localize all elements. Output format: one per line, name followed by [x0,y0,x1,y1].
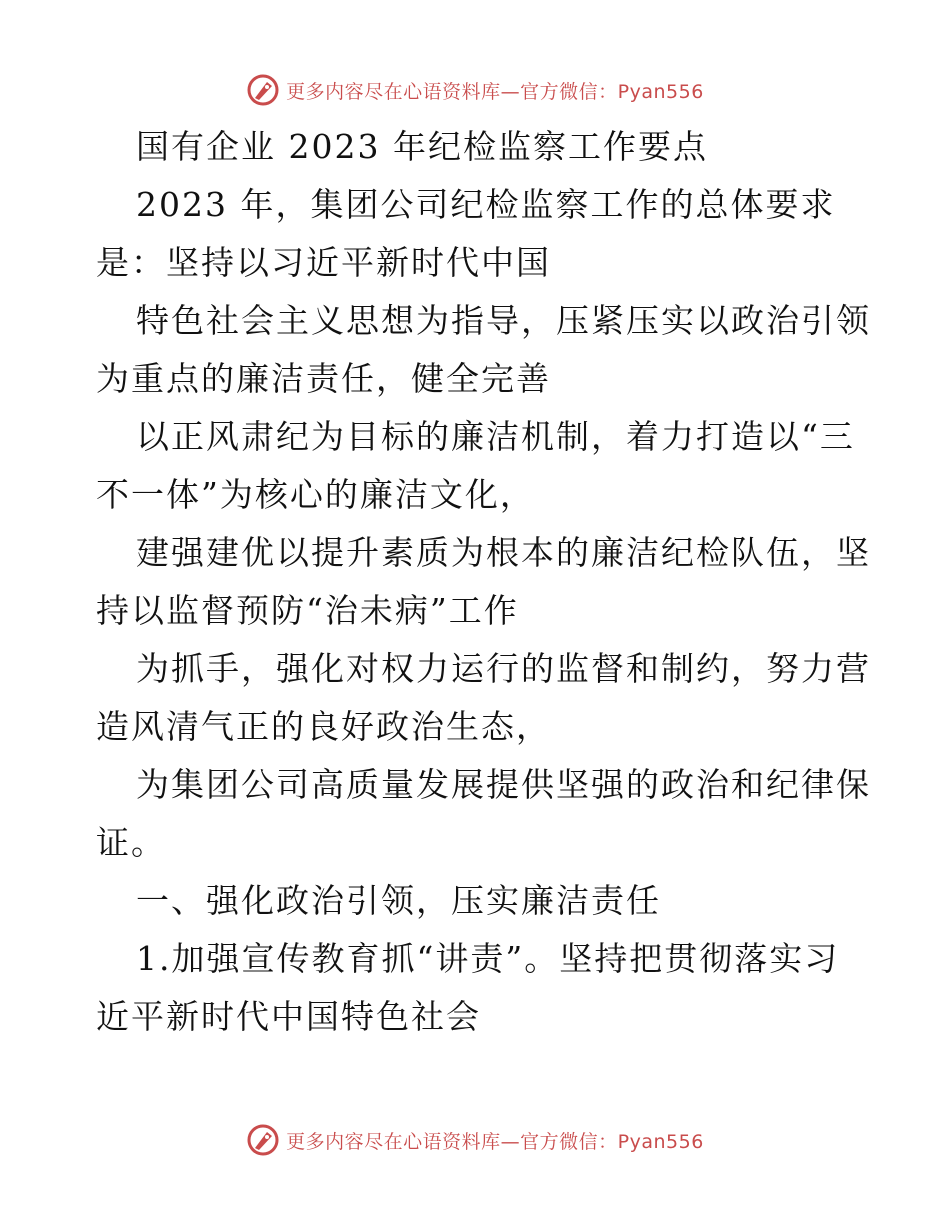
title-line: 国有企业 2023 年纪检监察工作要点 [136,127,708,166]
header-text: 更多内容尽在心语资料库—官方微信：Pyan556 [286,80,704,103]
document-title [96,118,856,176]
paragraph-line: 2023 年，集团公司纪检监察工作的总体要求 [136,185,836,224]
paragraph-line: 为重点的廉洁责任，健全完善 [96,359,551,398]
paragraph-line: 不一体”为核心的廉洁文化， [96,475,535,514]
paragraph [96,756,871,872]
paragraph-line: 证。 [96,823,166,862]
paragraph-line: 持以监督预防“治未病”工作 [96,591,519,630]
paragraph-line: 1.加强宣传教育抓“讲责”。坚持把贯彻落实习 [136,939,840,978]
header-banner [0,70,950,110]
paragraph-line: 以正风肃纪为目标的廉洁机制，着力打造以“三 [136,417,855,456]
pen-nib-circle-icon [246,73,280,107]
paragraph [96,292,871,408]
paragraph-line: 特色社会主义思想为指导，压紧压实以政治引领 [136,301,871,340]
section-heading [96,872,856,930]
paragraph-line: 近平新时代中国特色社会 [96,997,481,1036]
footer-text: 更多内容尽在心语资料库—官方微信：Pyan556 [286,1130,704,1153]
paragraph [96,176,856,292]
heading-line: 一、强化政治引领，压实廉洁责任 [136,881,661,920]
paragraph-line: 建强建优以提升素质为根本的廉洁纪检队伍，坚 [136,533,871,572]
pen-nib-circle-icon [246,1123,280,1157]
paragraph-line: 是：坚持以习近平新时代中国 [96,243,551,282]
paragraph [96,640,871,756]
footer-banner [0,1120,950,1160]
paragraph-line: 造风清气正的良好政治生态， [96,707,551,746]
paragraph [96,930,856,1046]
paragraph-line: 为集团公司高质量发展提供坚强的政治和纪律保 [136,765,871,804]
paragraph [96,408,856,524]
paragraph [96,524,871,640]
document-body [96,118,871,1046]
paragraph-line: 为抓手，强化对权力运行的监督和制约，努力营 [136,649,871,688]
